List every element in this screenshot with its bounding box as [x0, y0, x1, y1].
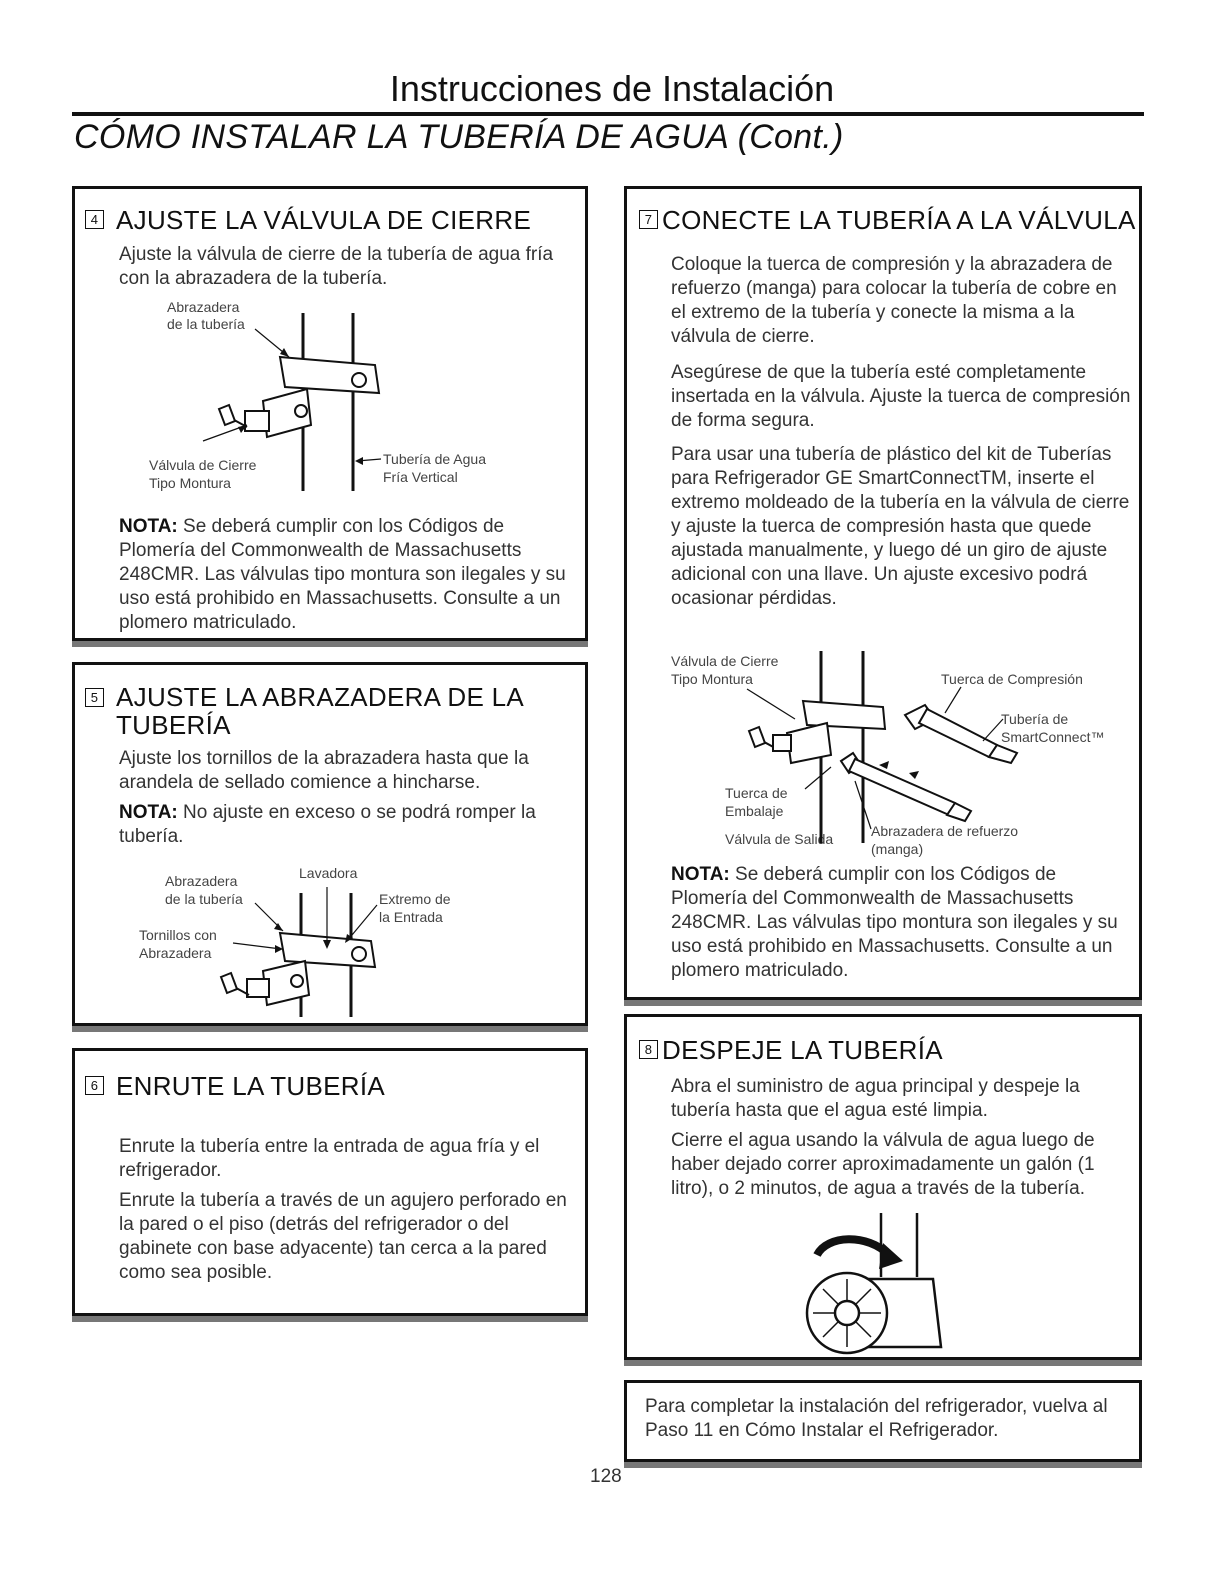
step6-text2: Enrute la tubería a través de un agujero perforado en la pared o el piso (detrás del refrigerador o del gabinete con base adyacente) tan cerca a la pared como sea posible.	[119, 1190, 567, 1283]
step4-number: 4	[85, 210, 104, 229]
water-valve-diagram	[627, 1017, 1145, 1363]
step7-title: CONECTE LA TUBERÍA A LA VÁLVULA	[662, 205, 1136, 235]
step8-box	[624, 1014, 1142, 1360]
step6-heading	[85, 1071, 385, 1102]
completion-note: Para completar la instalación del refrigerador, vuelva al Paso 11 en Cómo Instalar el Refrigerador.	[645, 1396, 1108, 1441]
step4-label-pipe-1: Tubería de Agua	[383, 451, 487, 467]
step5-label-inlet-2: la Entrada	[379, 909, 443, 925]
step7-label-valve-1: Válvula de Cierre	[671, 653, 779, 669]
completion-note-box	[624, 1380, 1142, 1462]
step7-label-tube-1: Tubería de	[1001, 711, 1069, 727]
step7-label-sleeve-2: (manga)	[871, 841, 924, 857]
step5-label-screws-1: Tornillos con	[139, 927, 217, 943]
step4-label-pipe-2: Fría Vertical	[383, 469, 458, 485]
step7-label-outlet: Válvula de Salida	[725, 831, 834, 847]
step6-title: ENRUTE LA TUBERÍA	[116, 1071, 386, 1101]
step4-label-clamp-2: de la tubería	[167, 316, 245, 332]
page-subtitle: CÓMO INSTALAR LA TUBERÍA DE AGUA (Cont.)	[74, 118, 844, 156]
step4-label-valve-1: Válvula de Cierre	[149, 457, 257, 473]
title-rule	[72, 112, 1144, 116]
step4-label-valve-2: Tipo Montura	[149, 475, 231, 491]
step7-note-text: Se deberá cumplir con los Códigos de Plomería del Commonwealth de Massachusetts 248CMR. Las válvulas tipo montura son ilegales y su uso está prohibido en Massachusetts. Consulte a un plomero matriculado.	[671, 864, 1118, 981]
step7-label-nut: Tuerca de Compresión	[941, 671, 1083, 687]
step5-text: Ajuste los tornillos de la abrazadera hasta que la arandela de sellado comience a hincharse.	[119, 748, 529, 793]
step7-note	[671, 863, 1133, 983]
step8-title: DESPEJE LA TUBERÍA	[662, 1035, 943, 1065]
step6-number: 6	[85, 1076, 104, 1095]
step7-label-packing-1: Tuerca de	[725, 785, 788, 801]
step5-label-clamp-1: Abrazadera	[165, 873, 238, 889]
step7-label-sleeve-1: Abrazadera de refuerzo	[871, 823, 1019, 839]
step7-box	[624, 186, 1142, 1000]
step7-label-valve-2: Tipo Montura	[671, 671, 753, 687]
step5-label-washer: Lavadora	[299, 865, 358, 881]
step8-text1: Abra el suministro de agua principal y despeje la tubería hasta que el agua esté limpia.	[671, 1076, 1080, 1121]
step4-note-text: Se deberá cumplir con los Códigos de Plomería del Commonwealth de Massachusetts 248CMR. Las válvulas tipo montura son ilegales y su uso está prohibido en Massachusetts. Consulte a un plomero matriculado.	[119, 516, 566, 633]
step7-number: 7	[639, 210, 658, 229]
step5-label-clamp-2: de la tubería	[165, 891, 243, 907]
step5-title-line1: AJUSTE LA ABRAZADERA DE LA	[116, 682, 525, 712]
step4-text: Ajuste la válvula de cierre de la tubería de agua fría con la abrazadera de la tubería.	[119, 244, 554, 289]
step5-title-line2: TUBERÍA	[116, 710, 231, 740]
step7-label-packing-2: Embalaje	[725, 803, 784, 819]
step7-text1: Coloque la tuerca de compresión y la abrazadera de refuerzo (manga) para colocar la tubería de cobre en el extremo de la tubería y conecte la misma a la válvula de cierre.	[671, 254, 1117, 347]
step5-number: 5	[85, 688, 104, 707]
step7-text2: Asegúrese de que la tubería esté completamente insertada en la válvula. Ajuste la tuerca de compresión de forma segura.	[671, 362, 1131, 431]
step6-text1: Enrute la tubería entre la entrada de agua fría y el refrigerador.	[119, 1136, 540, 1181]
step6-box	[72, 1048, 588, 1316]
page-number: 128	[590, 1466, 622, 1487]
turn-arrow-icon	[817, 1239, 889, 1255]
step8-text2: Cierre el agua usando la válvula de agua luego de haber dejado correr aproximadamente un galón (1 litro), o 2 minutos, de agua a través de la tubería.	[671, 1130, 1095, 1199]
step4-title: AJUSTE LA VÁLVULA DE CIERRE	[116, 205, 532, 235]
step7-note-label: NOTA:	[671, 864, 730, 885]
clamp-tighten-diagram	[75, 665, 591, 1029]
page-title: Instrucciones de Instalación	[389, 68, 835, 109]
step7-label-tube-2: SmartConnect™	[1001, 729, 1105, 745]
step5-box	[72, 662, 588, 1026]
step4-label-clamp-1: Abrazadera	[167, 299, 240, 315]
step4-box	[72, 186, 588, 641]
step5-label-inlet-1: Extremo de	[379, 891, 451, 907]
step4-note	[119, 515, 569, 635]
step5-note-label: NOTA:	[119, 802, 178, 823]
step7-text3: Para usar una tubería de plástico del kit de Tuberías para Refrigerador GE SmartConnectTM, inserte el extremo moldeado de la tubería en la válvula de cierre y ajuste la tuerca de compresión hasta que quede ajustada manualmente, y luego dé un giro de ajuste adicional con una llave. Un ajuste excesivo podrá ocasionar pérdidas.	[671, 444, 1130, 609]
step5-label-screws-2: Abrazadera	[139, 945, 212, 961]
step5-note-text: No ajuste en exceso o se podrá romper la tubería.	[119, 802, 536, 847]
step8-number: 8	[639, 1040, 658, 1059]
step4-note-label: NOTA:	[119, 516, 178, 537]
